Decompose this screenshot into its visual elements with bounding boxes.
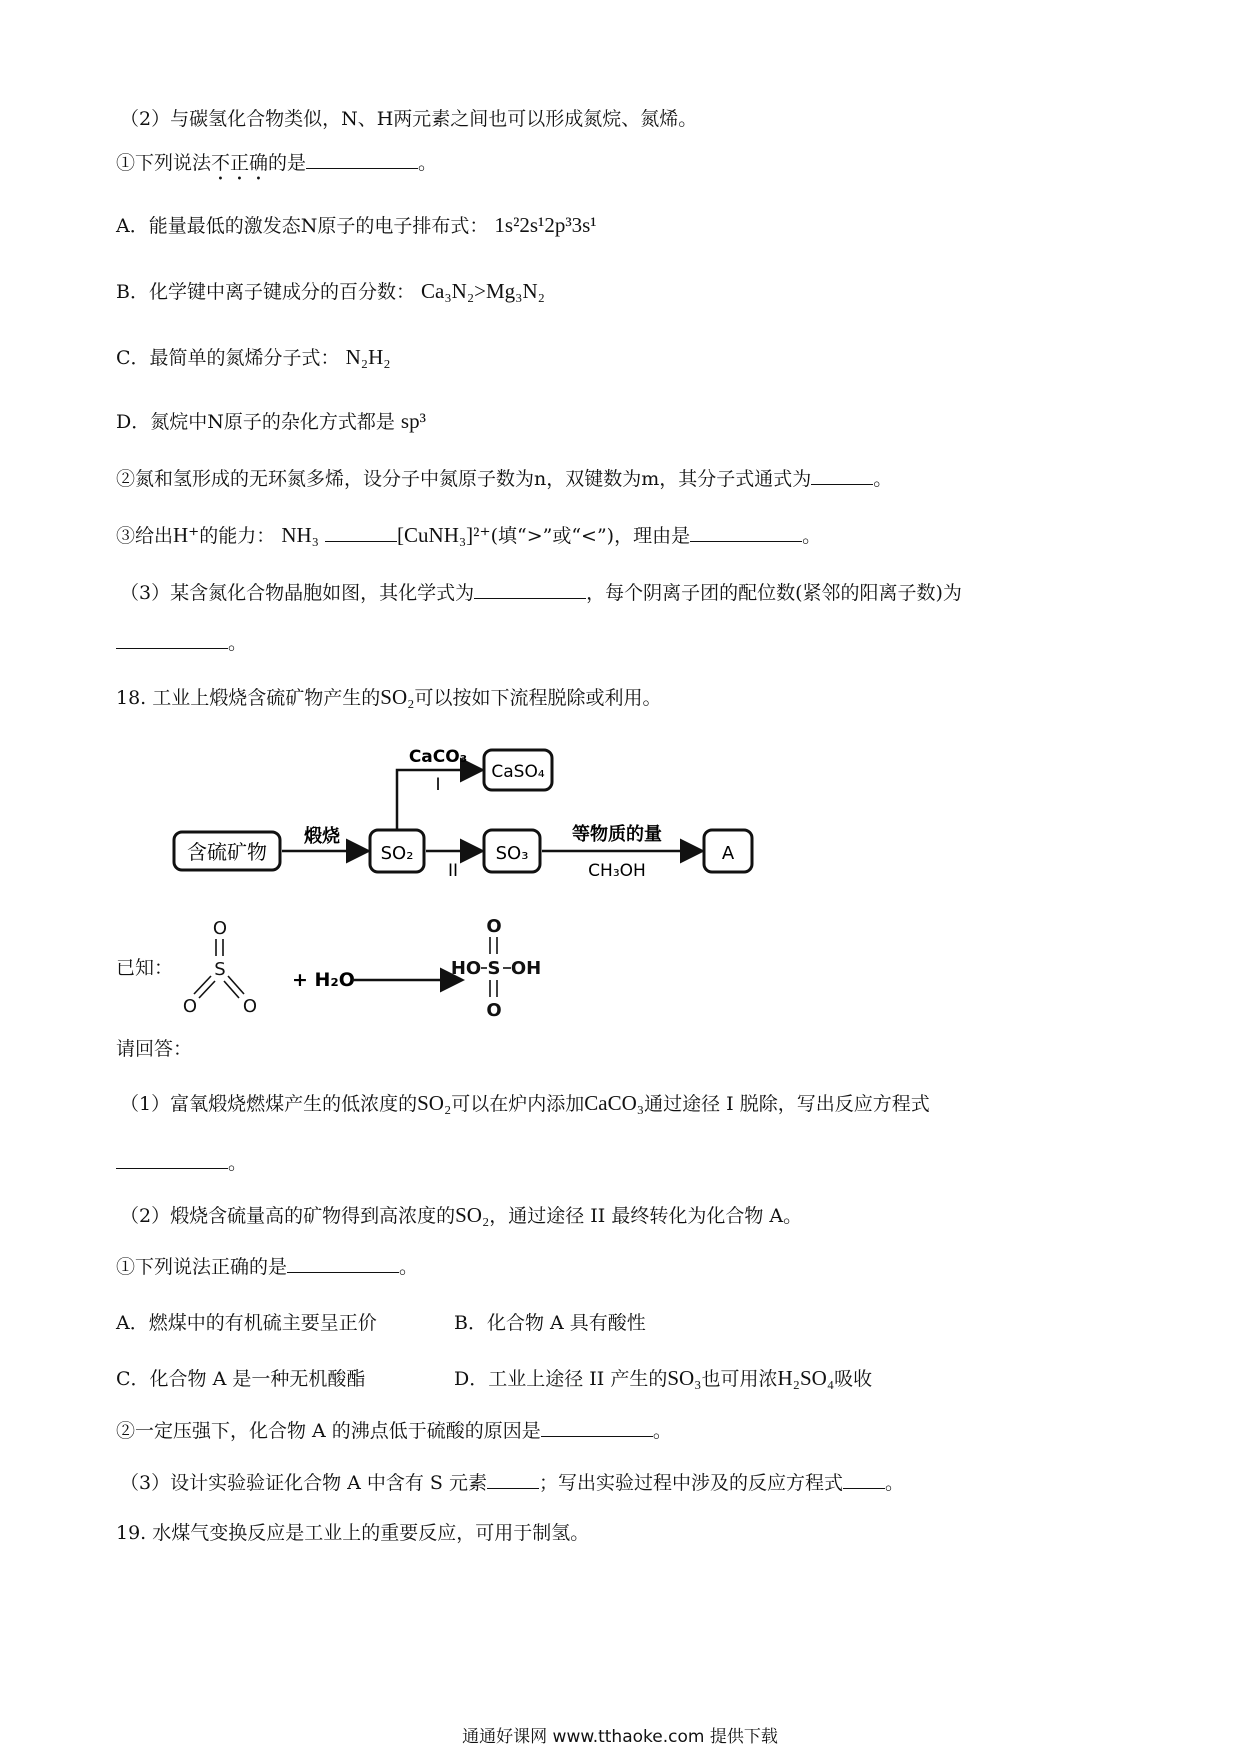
q18-stem-suffix: 可以按如下流程脱除或利用。 [414,687,662,709]
q17-sub2 [116,466,892,492]
q17-part3-mid: ，每个阴离子团的配位数(紧邻的阳离子数)为 [586,582,962,604]
q17-part3 [120,580,962,606]
svg-text:OH: OH [510,958,542,979]
known-reaction [176,912,646,1024]
q18-p3-prefix: （3）设计实验验证化合物 A 中含有 S 元素 [120,1472,487,1494]
so2-formula: SO₂ [455,1203,490,1227]
q19-stem: 19. 水煤气变换反应是工业上的重要反应，可用于制氢。 [116,1522,590,1544]
svg-text:O: O [212,918,228,939]
q17-sub1-suffix: 的是 [268,152,307,174]
answer-blank[interactable] [116,1150,228,1169]
caco3-label: CaCO₃ [408,747,468,767]
option-formula: N₂H₂ [345,345,391,369]
answer-blank[interactable] [541,1418,653,1437]
h-plus: H⁺ [173,523,200,547]
page-footer: 通通好课网 www.tthaoke.com 提供下载 [462,1727,778,1747]
svg-text:O: O [486,1000,502,1021]
q17-part3-text: （3）某含氮化合物晶胞如图，其化学式为 [120,582,475,604]
q17-part2-intro: （2）与碳氢化合物类似，N、H两元素之间也可以形成氮烷、氮烯。 [120,108,698,130]
h2so4-structure-icon [451,916,541,1021]
q18-p2-sub2-text: ②一定压强下，化合物 A 的沸点低于硫酸的原因是 [116,1420,541,1442]
option-d-suffix: 吸收 [834,1368,873,1390]
q17-sub3-mid: 的能力： [199,525,276,547]
please-answer: 请回答： [116,1038,193,1060]
option-formula: sp³ [400,409,426,433]
option-d-mid: 也可用浓 [701,1368,778,1390]
q17-sub3 [116,522,821,549]
mineral-label: 含硫矿物 [187,840,267,864]
q18-p1-mid: 可以在炉内添加 [451,1093,585,1115]
product-label: A [721,843,735,864]
q18-p2-sub2 [116,1418,672,1444]
answer-blank[interactable] [843,1470,885,1489]
answer-blank[interactable] [690,523,802,542]
option-text: A．能量最低的激发态N原子的电子排布式： [116,215,489,237]
q17-sub2-text: ②氮和氢形成的无环氮多烯，设分子中氮原子数为n，双键数为m，其分子式通式为 [116,468,812,490]
option-d-prefix: D．工业上途径 II 产生的 [454,1368,668,1390]
q18-stem-prefix: 18. 工业上煅烧含硫矿物产生的 [116,687,381,709]
q17-sub1-prefix: ①下列说法 [116,152,212,174]
option-formula: Ca₃N₂>Mg₃N₂ [421,279,545,303]
svg-text:O: O [182,996,198,1017]
option-text: B．化学键中离子键成分的百分数： [116,281,415,303]
period: 。 [873,468,893,490]
answer-blank[interactable] [116,630,228,649]
period: 。 [885,1472,905,1494]
q18-stem [116,684,661,711]
period: 。 [802,525,822,547]
q18-option-d [454,1364,872,1391]
q17-option-c [116,344,391,371]
q17-part3-cont [116,630,247,656]
q17-sub1-emphasis: 不正确 [211,152,269,174]
answer-blank[interactable] [287,1254,399,1273]
caco3-formula: CaCO₃ [584,1091,645,1115]
q18-p2-prefix: （2）煅烧含硫量高的矿物得到高浓度的 [120,1205,456,1227]
h2so4-formula: H₂SO₄ [777,1366,835,1390]
q18-option-a: A．燃煤中的有机硫主要呈正价 [116,1312,377,1334]
route1-label: I [435,775,441,795]
q17-option-b [116,278,545,305]
q18-p2-sub1-text: ①下列说法正确的是 [116,1256,288,1278]
q17-option-d [116,408,426,435]
svg-text:S: S [487,958,501,979]
complex-formula: [CuNH₃]²⁺ [397,523,491,547]
answer-blank[interactable] [325,523,397,542]
q17-sub3-fill: (填“>”或“<”)，理由是 [490,525,691,547]
svg-text:O: O [486,916,502,937]
period: 。 [228,1152,248,1174]
ch3oh-label: CH₃OH [588,861,646,881]
period: 。 [228,632,248,654]
q18-option-c: C．化合物 A 是一种无机酸酯 [116,1368,366,1390]
period: 。 [418,152,438,174]
svg-text:HO: HO [450,958,482,979]
svg-text:S: S [214,959,226,980]
option-text: D．氮烷中N原子的杂化方式都是 [116,411,395,433]
equal-amount-label: 等物质的量 [572,824,662,845]
answer-blank[interactable] [487,1470,539,1489]
answer-blank[interactable] [811,466,873,485]
answer-blank[interactable] [474,580,586,599]
q18-p1-prefix: （1）富氧煅烧燃煤产生的低浓度的 [120,1093,418,1115]
period: 。 [399,1256,419,1278]
so3-label: SO₃ [495,843,529,864]
q18-p1-suffix: 通过途径 I 脱除，写出反应方程式 [644,1093,930,1115]
svg-text:O: O [242,996,258,1017]
option-formula: 1s²2s¹2p³3s¹ [494,213,597,237]
caso4-label: CaSO₄ [491,762,545,782]
calcine-label: 煅烧 [304,826,340,847]
route2-label: II [447,861,459,881]
so3-structure-icon [183,918,257,1017]
q17-sub3-prefix: ③给出 [116,525,174,547]
so3-formula: SO₃ [667,1366,702,1390]
known-label: 已知： [116,957,174,979]
q18-p2-suffix: ，通过途径 II 最终转化为化合物 A。 [489,1205,803,1227]
nh3-formula: NH₃ [281,523,319,547]
q18-part2 [120,1202,802,1229]
water-label: + H₂O [292,969,355,991]
so2-formula: SO₂ [380,685,415,709]
so2-formula: SO₂ [417,1091,452,1115]
option-text: C．最简单的氮烯分子式： [116,347,340,369]
q17-option-a [116,212,597,239]
q18-p2-sub1 [116,1254,418,1280]
period: 。 [652,1420,672,1442]
so2-label: SO₂ [380,843,414,864]
q18-part1-cont [116,1150,247,1176]
q18-part1 [120,1090,930,1117]
flow-diagram [170,742,790,902]
q18-p3-mid: ；写出实验过程中涉及的反应方程式 [539,1472,844,1494]
q18-part3 [120,1470,904,1496]
answer-blank[interactable] [306,150,418,169]
q17-sub1 [116,150,437,185]
q18-option-b: B．化合物 A 具有酸性 [454,1312,646,1334]
